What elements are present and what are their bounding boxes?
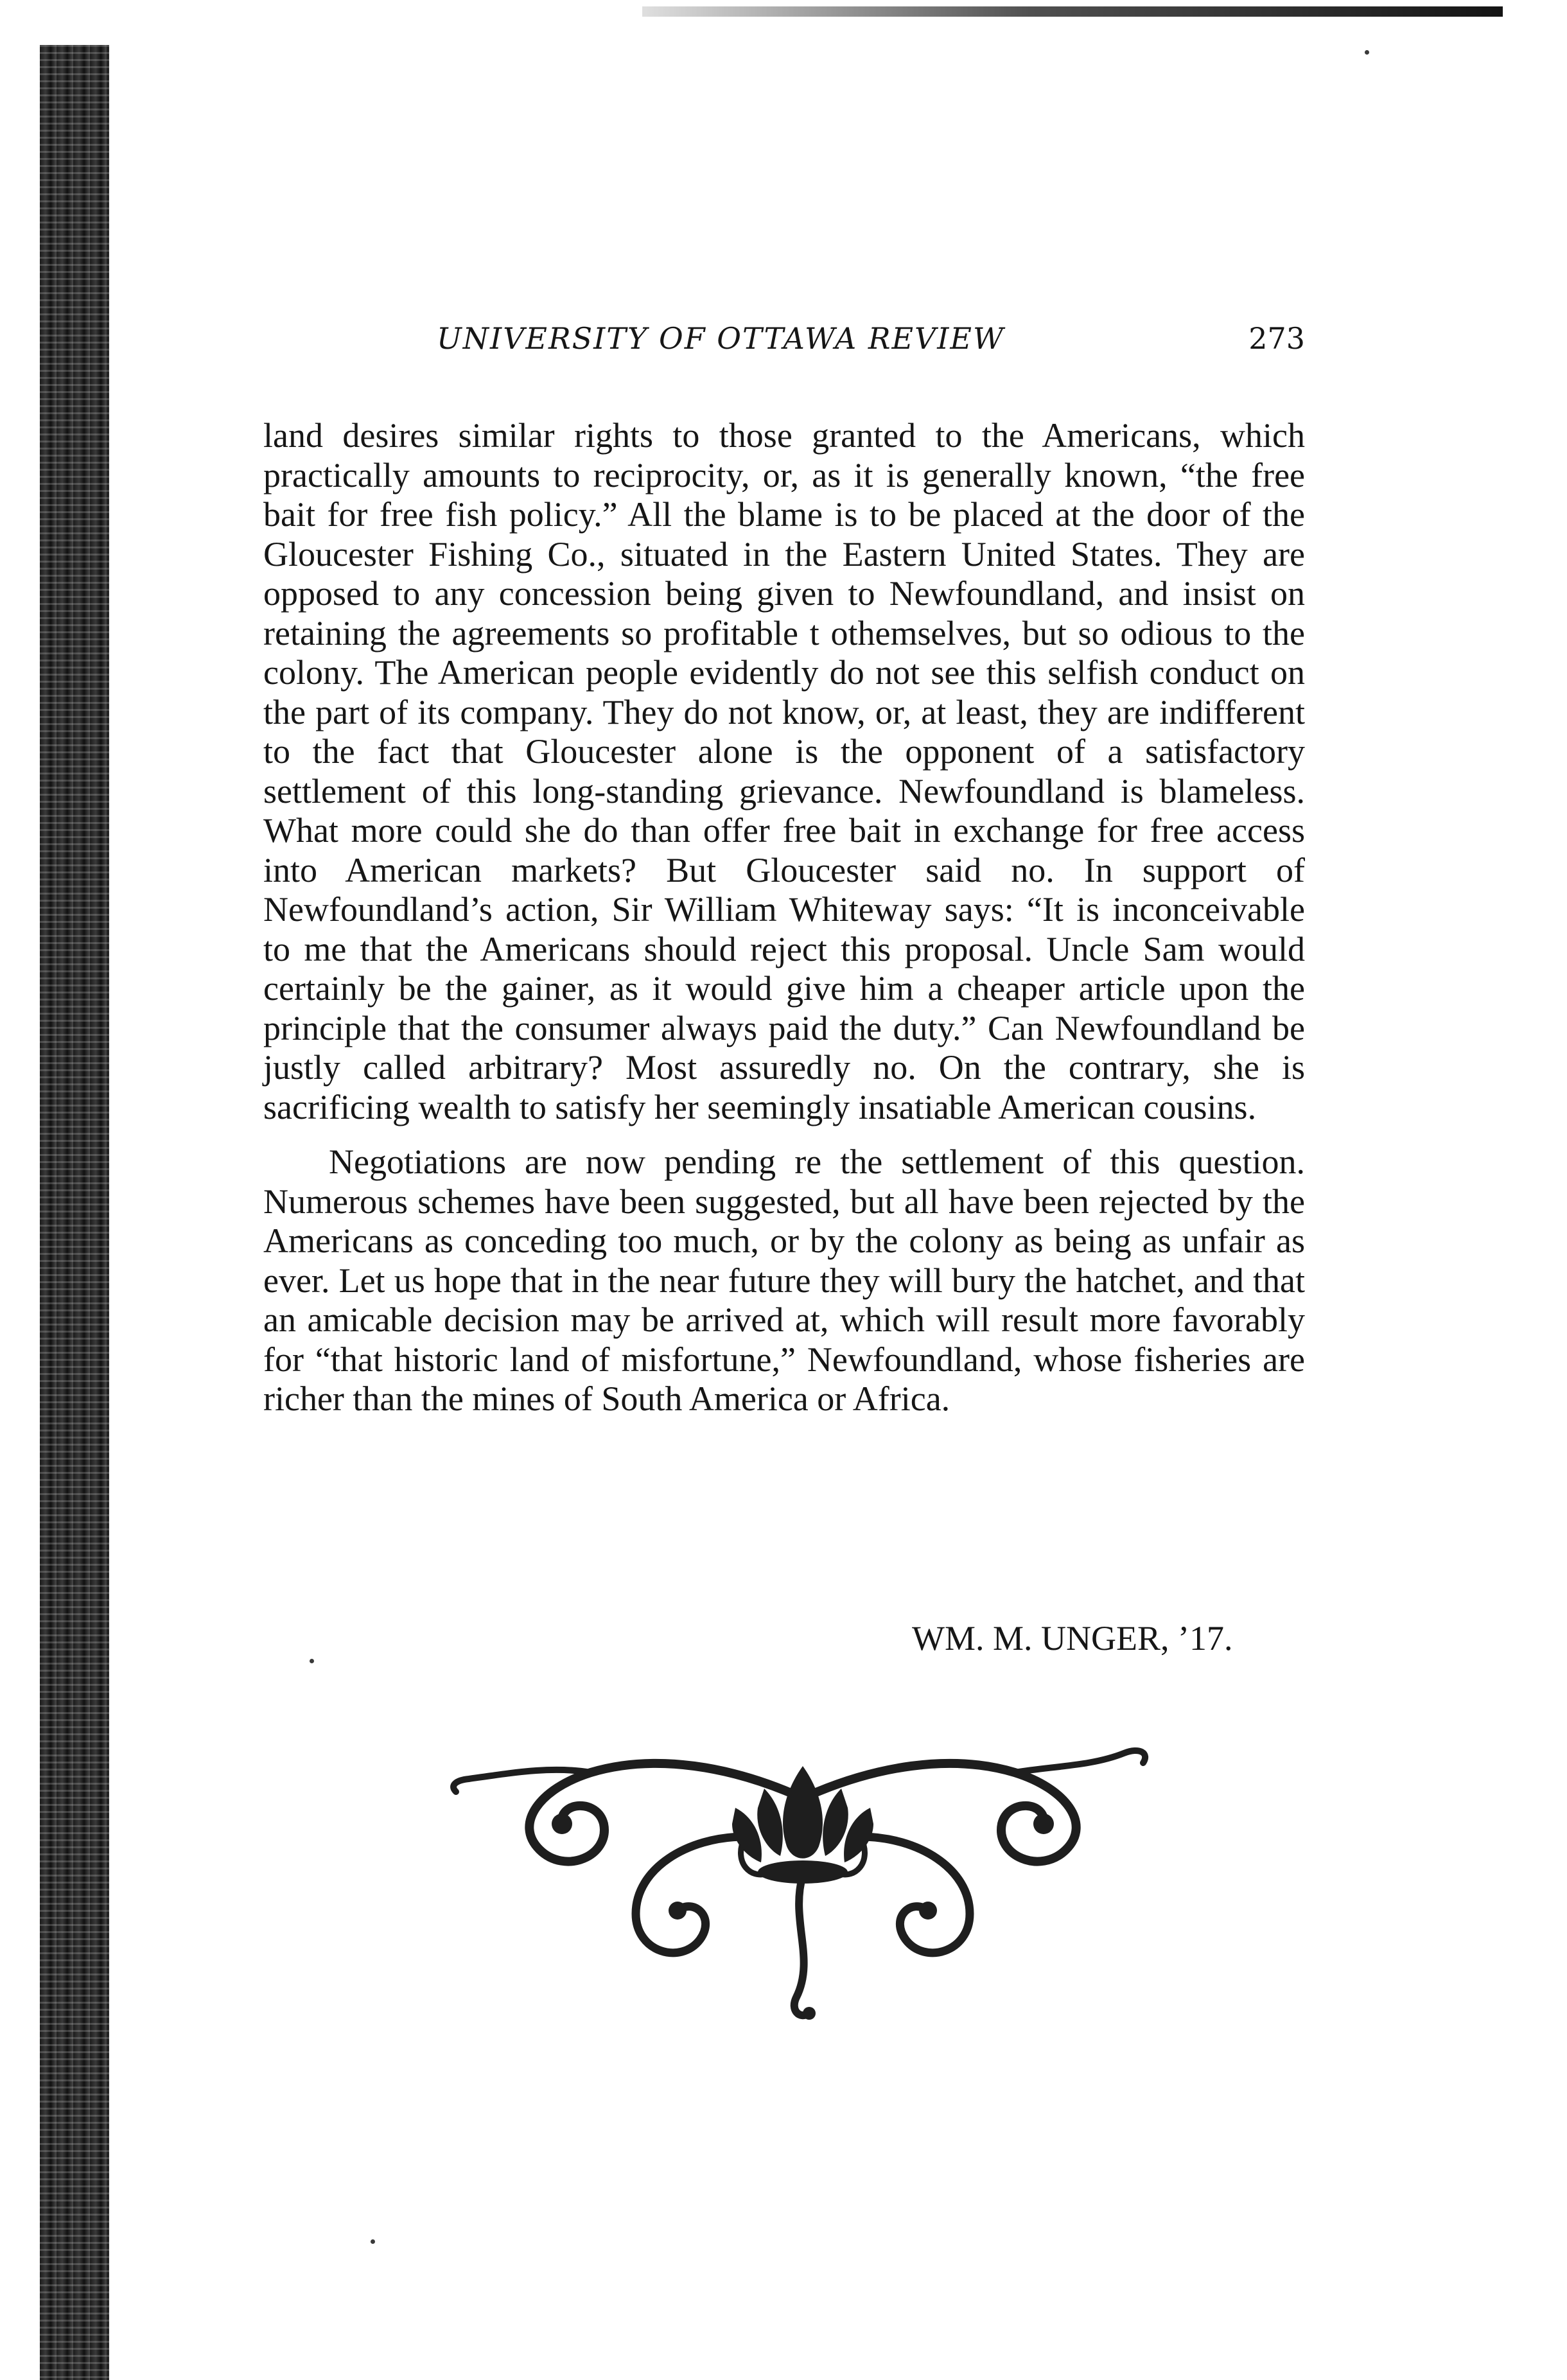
scan-speck <box>310 1659 314 1663</box>
paragraph-1: land desires similar rights to those granted to the Americans, which practically amounts to reciprocity, or, as it is generally known, “the free bait for free fish policy.” All the blame is to be placed at the door of the Gloucester Fishing Co., situated in the Eastern United States. They are opposed to any concession being given to Newfoundland, and insist on retaining the agreements so profitable t othemselves, but so odious to the colony. The American people evidently do not see this selfish conduct on the part of its company. They do not know, or, at least, they are indifferent to the fact that Gloucester alone is the opponent of a satisfactory settlement of this long-standing grievance. Newfoundland is blameless. What more could she do than offer free bait in exchange for free access into American markets? But Gloucester said no. In support of Newfoundland’s action, Sir William Whiteway says: “It is inconceivable to me that the Americans should reject this proposal. Uncle Sam would certainly be the gainer, as it would give him a cheaper article upon the principle that the consumer always paid the duty.” Can Newfoundland be justly called arbitrary? Most assuredly no. On the contrary, she is sacrificing wealth to satisfy her seemingly insatiable American cousins. <box>263 416 1305 1126</box>
floral-tailpiece-icon <box>443 1728 1162 2029</box>
page-number: 273 <box>1248 321 1305 356</box>
running-title: UNIVERSITY OF OTTAWA REVIEW <box>437 321 1005 356</box>
page-header <box>437 321 1305 366</box>
scanned-binding-edge <box>40 45 109 2380</box>
scanned-top-edge <box>642 6 1503 17</box>
paragraph-2: Negotiations are now pending re the settlement of this question. Numerous schemes have been suggested, but all have been rejected by the Americans as conceding too much, or by the colony as being as unfair as ever. Let us hope that in the near future they will bury the hatchet, and that an amicable decision may be arrived at, which will result more favorably for “that historic land of misfortune,” Newfoundland, whose fisheries are richer than the mines of South America or Africa. <box>263 1142 1305 1418</box>
scan-speck <box>1365 50 1369 55</box>
article-body <box>263 416 1305 1419</box>
scan-speck <box>371 2239 375 2244</box>
author-signature: WM. M. UNGER, ’17. <box>912 1619 1233 1658</box>
